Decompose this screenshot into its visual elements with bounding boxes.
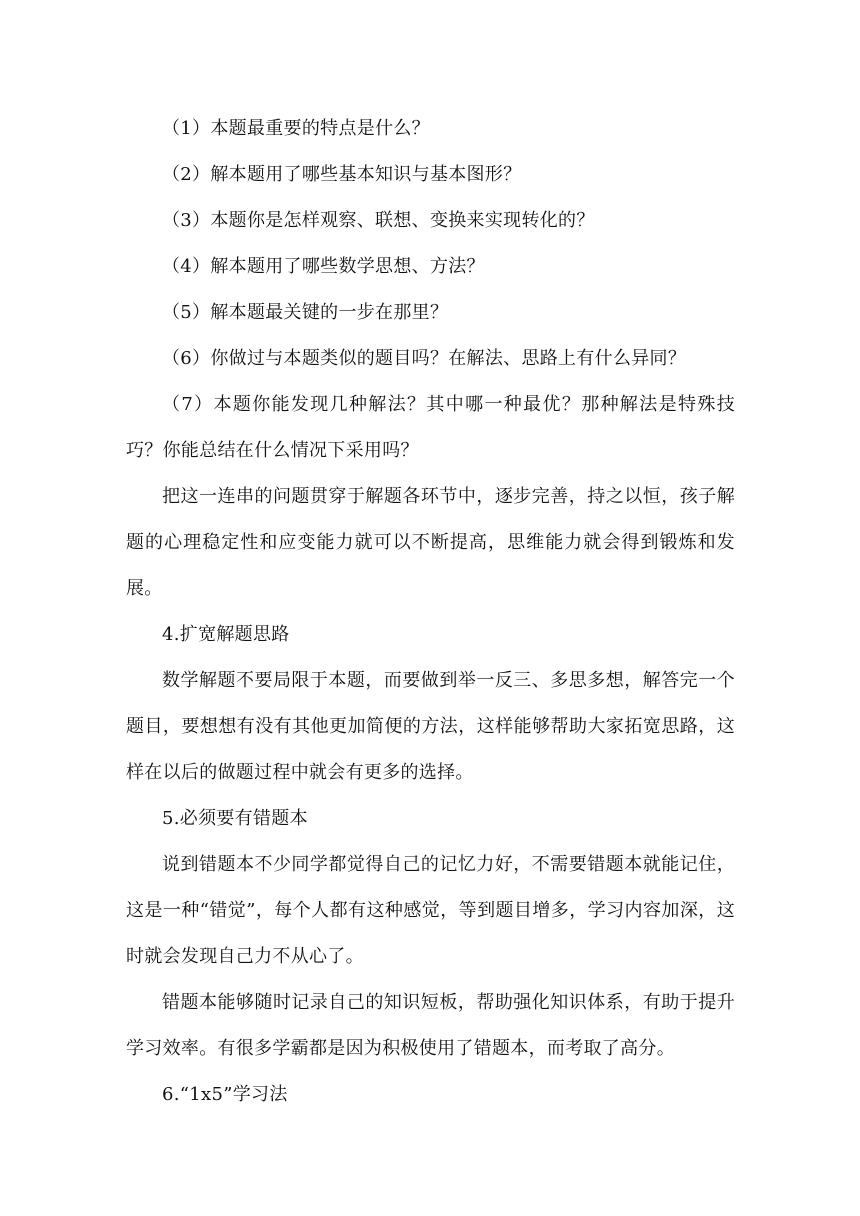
section-5-paragraph-1: 说到错题本不少同学都觉得自己的记忆力好，不需要错题本就能记住，这是一种“错觉”，每个人都有这种感觉，等到题目增多，学习内容加深，这时就会发现自己力不从心了。 <box>126 854 735 967</box>
question-5: （5）解本题最关键的一步在那里？ <box>162 302 449 323</box>
question-1: （1）本题最重要的特点是什么？ <box>162 118 430 139</box>
section-6-heading: 6.“1x5”学习法 <box>162 1084 288 1105</box>
section-5-heading: 5.必须要有错题本 <box>162 808 308 829</box>
section-4-paragraph: 数学解题不要局限于本题，而要做到举一反三、多思多想，解答完一个题目，要想想有没有其他更加简便的方法，这样能够帮助大家拓宽思路，这样在以后的做题过程中就会有更多的选择。 <box>126 670 735 783</box>
question-4: （4）解本题用了哪些数学思想、方法？ <box>162 256 485 277</box>
question-3: （3）本题你是怎样观察、联想、变换来实现转化的？ <box>162 210 595 231</box>
section-5-paragraph-2: 错题本能够随时记录自己的知识短板，帮助强化知识体系，有助于提升学习效率。有很多学霸都是因为积极使用了错题本，而考取了高分。 <box>126 992 735 1059</box>
question-6: （6）你做过与本题类似的题目吗？在解法、思路上有什么异同？ <box>162 348 687 369</box>
document-body <box>126 106 735 1118</box>
question-7: （7）本题你能发现几种解法？其中哪一种最优？那种解法是特殊技巧？你能总结在什么情况下采用吗？ <box>126 394 735 461</box>
section-4-heading: 4.扩宽解题思路 <box>162 624 290 645</box>
question-2: （2）解本题用了哪些基本知识与基本图形？ <box>162 164 522 185</box>
summary-paragraph: 把这一连串的问题贯穿于解题各环节中，逐步完善，持之以恒，孩子解题的心理稳定性和应变能力就可以不断提高，思维能力就会得到锻炼和发展。 <box>126 486 735 599</box>
